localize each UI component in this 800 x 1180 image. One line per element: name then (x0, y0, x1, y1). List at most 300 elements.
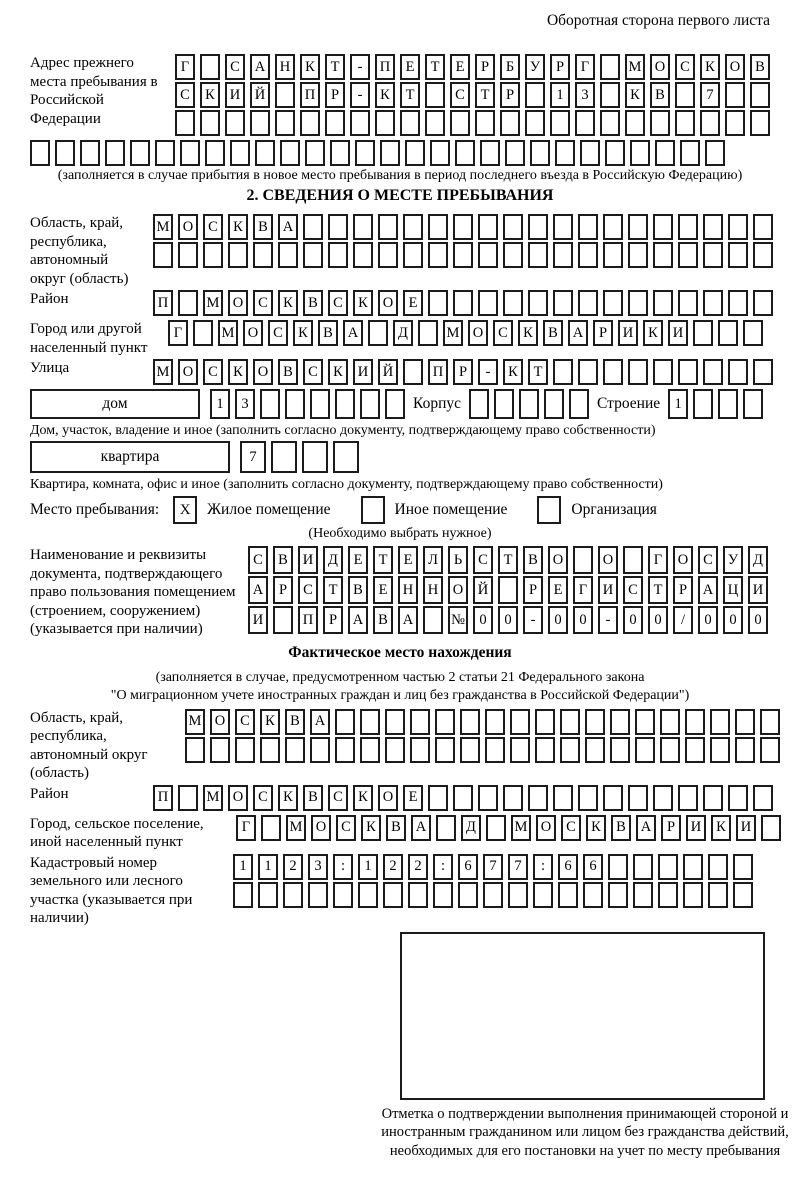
char-box[interactable]: Е (373, 576, 393, 604)
char-box[interactable] (285, 389, 305, 419)
char-box[interactable]: К (586, 815, 606, 841)
char-box[interactable]: В (348, 576, 368, 604)
char-box[interactable]: П (300, 82, 320, 108)
char-box[interactable] (228, 242, 248, 268)
char-box[interactable]: Р (453, 359, 473, 385)
char-box[interactable] (180, 140, 200, 166)
char-box[interactable] (660, 737, 680, 763)
char-box[interactable]: П (428, 359, 448, 385)
char-box[interactable] (703, 785, 723, 811)
char-box[interactable]: К (278, 785, 298, 811)
char-box[interactable] (623, 546, 643, 574)
char-box[interactable] (485, 737, 505, 763)
char-box[interactable]: 0 (623, 606, 643, 634)
char-box[interactable] (603, 290, 623, 316)
char-box[interactable]: С (328, 785, 348, 811)
char-box[interactable] (330, 140, 350, 166)
char-box[interactable] (510, 737, 530, 763)
char-box[interactable]: У (723, 546, 743, 574)
char-box[interactable] (425, 110, 445, 136)
char-box[interactable] (678, 359, 698, 385)
char-box[interactable] (753, 242, 773, 268)
char-box[interactable]: К (503, 359, 523, 385)
char-box[interactable] (505, 140, 525, 166)
char-box[interactable] (271, 441, 297, 473)
char-box[interactable]: Е (548, 576, 568, 604)
char-box[interactable] (503, 214, 523, 240)
char-box[interactable]: 1 (210, 389, 230, 419)
char-box[interactable]: Т (400, 82, 420, 108)
char-box[interactable]: О (673, 546, 693, 574)
char-box[interactable] (693, 389, 713, 419)
char-box[interactable] (235, 737, 255, 763)
char-box[interactable] (285, 737, 305, 763)
char-box[interactable] (728, 359, 748, 385)
char-box[interactable] (428, 290, 448, 316)
char-box[interactable]: К (711, 815, 731, 841)
char-box[interactable]: М (153, 214, 173, 240)
char-box[interactable]: О (598, 546, 618, 574)
char-box[interactable]: 6 (458, 854, 478, 880)
char-box[interactable]: Н (398, 576, 418, 604)
char-box[interactable]: 1 (550, 82, 570, 108)
actual-region-line1[interactable] (185, 709, 780, 735)
char-box[interactable] (683, 854, 703, 880)
char-box[interactable] (600, 82, 620, 108)
char-box[interactable] (494, 389, 514, 419)
char-box[interactable]: К (643, 320, 663, 346)
char-box[interactable]: 6 (583, 854, 603, 880)
char-box[interactable] (555, 140, 575, 166)
usage-document-line3[interactable] (248, 606, 768, 634)
char-box[interactable]: В (373, 606, 393, 634)
char-box[interactable] (658, 854, 678, 880)
char-box[interactable]: П (153, 785, 173, 811)
char-box[interactable] (680, 140, 700, 166)
char-box[interactable] (408, 882, 428, 908)
char-box[interactable] (660, 709, 680, 735)
char-box[interactable] (308, 882, 328, 908)
char-box[interactable] (303, 242, 323, 268)
char-box[interactable]: О (228, 290, 248, 316)
char-box[interactable]: 7 (483, 854, 503, 880)
char-box[interactable] (553, 359, 573, 385)
char-box[interactable] (475, 110, 495, 136)
char-box[interactable]: К (328, 359, 348, 385)
char-box[interactable] (428, 242, 448, 268)
char-box[interactable] (178, 785, 198, 811)
char-box[interactable]: В (611, 815, 631, 841)
char-box[interactable]: С (235, 709, 255, 735)
char-box[interactable]: Р (550, 54, 570, 80)
char-box[interactable] (728, 785, 748, 811)
char-box[interactable]: В (523, 546, 543, 574)
char-box[interactable]: В (253, 214, 273, 240)
prev-address-line2[interactable] (175, 82, 770, 108)
char-box[interactable]: С (623, 576, 643, 604)
char-box[interactable] (528, 785, 548, 811)
char-box[interactable]: Р (273, 576, 293, 604)
char-box[interactable] (403, 359, 423, 385)
char-box[interactable]: Г (573, 576, 593, 604)
char-box[interactable] (700, 110, 720, 136)
char-box[interactable] (560, 709, 580, 735)
char-box[interactable]: А (568, 320, 588, 346)
cadastre-line1[interactable] (233, 854, 753, 880)
char-box[interactable]: О (468, 320, 488, 346)
char-box[interactable]: Г (236, 815, 256, 841)
char-box[interactable] (553, 214, 573, 240)
char-box[interactable] (650, 110, 670, 136)
char-box[interactable] (710, 709, 730, 735)
char-box[interactable] (203, 242, 223, 268)
char-box[interactable] (760, 709, 780, 735)
char-box[interactable]: Е (450, 54, 470, 80)
char-box[interactable]: 0 (698, 606, 718, 634)
char-box[interactable]: С (336, 815, 356, 841)
char-box[interactable] (578, 242, 598, 268)
char-box[interactable] (385, 709, 405, 735)
checkbox-inoe-pomeshchenie[interactable] (361, 496, 385, 524)
char-box[interactable]: О (210, 709, 230, 735)
char-box[interactable] (428, 785, 448, 811)
char-box[interactable]: Т (498, 546, 518, 574)
char-box[interactable] (753, 214, 773, 240)
char-box[interactable] (628, 214, 648, 240)
char-box[interactable] (693, 320, 713, 346)
char-box[interactable]: / (673, 606, 693, 634)
char-box[interactable]: Р (475, 54, 495, 80)
char-box[interactable] (328, 242, 348, 268)
char-box[interactable] (525, 82, 545, 108)
char-box[interactable] (761, 815, 781, 841)
char-box[interactable] (485, 709, 505, 735)
usage-document-line1[interactable] (248, 546, 768, 574)
char-box[interactable]: Н (423, 576, 443, 604)
char-box[interactable] (750, 82, 770, 108)
char-box[interactable]: М (286, 815, 306, 841)
char-box[interactable]: С (561, 815, 581, 841)
char-box[interactable] (185, 737, 205, 763)
char-box[interactable] (605, 140, 625, 166)
char-box[interactable]: В (303, 785, 323, 811)
char-box[interactable]: 2 (408, 854, 428, 880)
char-box[interactable] (478, 785, 498, 811)
char-box[interactable]: 0 (473, 606, 493, 634)
char-box[interactable]: И (248, 606, 268, 634)
char-box[interactable] (705, 140, 725, 166)
char-box[interactable]: 2 (283, 854, 303, 880)
char-box[interactable] (335, 709, 355, 735)
char-box[interactable] (305, 140, 325, 166)
char-box[interactable]: А (411, 815, 431, 841)
char-box[interactable] (55, 140, 75, 166)
char-box[interactable] (360, 389, 380, 419)
char-box[interactable] (225, 110, 245, 136)
char-box[interactable] (453, 242, 473, 268)
char-box[interactable] (583, 882, 603, 908)
char-box[interactable] (360, 737, 380, 763)
char-box[interactable]: : (433, 854, 453, 880)
char-box[interactable] (578, 214, 598, 240)
char-box[interactable]: Е (348, 546, 368, 574)
char-box[interactable] (258, 882, 278, 908)
char-box[interactable]: О (178, 359, 198, 385)
char-box[interactable] (635, 709, 655, 735)
char-box[interactable]: О (378, 290, 398, 316)
char-box[interactable] (210, 737, 230, 763)
char-box[interactable] (435, 709, 455, 735)
char-box[interactable]: М (218, 320, 238, 346)
char-box[interactable]: И (353, 359, 373, 385)
char-box[interactable] (410, 709, 430, 735)
char-box[interactable]: Т (373, 546, 393, 574)
char-box[interactable]: О (548, 546, 568, 574)
char-box[interactable] (710, 737, 730, 763)
char-box[interactable]: : (533, 854, 553, 880)
char-box[interactable] (708, 882, 728, 908)
char-box[interactable]: Р (325, 82, 345, 108)
char-box[interactable] (383, 882, 403, 908)
char-box[interactable] (355, 140, 375, 166)
char-box[interactable]: М (203, 785, 223, 811)
char-box[interactable] (105, 140, 125, 166)
char-box[interactable]: М (203, 290, 223, 316)
char-box[interactable]: А (278, 214, 298, 240)
char-box[interactable] (30, 140, 50, 166)
char-box[interactable]: Р (523, 576, 543, 604)
char-box[interactable]: № (448, 606, 468, 634)
char-box[interactable]: О (650, 54, 670, 80)
char-box[interactable]: Р (323, 606, 343, 634)
char-box[interactable] (753, 290, 773, 316)
char-box[interactable] (455, 140, 475, 166)
street-line[interactable] (153, 359, 773, 385)
char-box[interactable]: А (310, 709, 330, 735)
char-box[interactable]: А (343, 320, 363, 346)
char-box[interactable] (335, 737, 355, 763)
char-box[interactable] (743, 389, 763, 419)
prev-address-line4[interactable] (30, 140, 770, 166)
char-box[interactable] (703, 290, 723, 316)
char-box[interactable] (675, 82, 695, 108)
char-box[interactable] (653, 242, 673, 268)
char-box[interactable]: - (350, 54, 370, 80)
char-box[interactable] (530, 140, 550, 166)
char-box[interactable]: А (636, 815, 656, 841)
char-box[interactable] (486, 815, 506, 841)
char-box[interactable] (703, 242, 723, 268)
char-box[interactable] (80, 140, 100, 166)
char-box[interactable] (733, 854, 753, 880)
char-box[interactable]: 0 (548, 606, 568, 634)
char-box[interactable]: К (228, 214, 248, 240)
char-box[interactable] (575, 110, 595, 136)
char-box[interactable] (525, 110, 545, 136)
char-box[interactable]: С (248, 546, 268, 574)
char-box[interactable] (735, 737, 755, 763)
char-box[interactable]: Р (593, 320, 613, 346)
char-box[interactable] (453, 290, 473, 316)
char-box[interactable] (718, 320, 738, 346)
char-box[interactable]: С (675, 54, 695, 80)
char-box[interactable]: С (203, 359, 223, 385)
char-box[interactable] (458, 882, 478, 908)
char-box[interactable] (275, 82, 295, 108)
char-box[interactable]: Д (461, 815, 481, 841)
char-box[interactable] (760, 737, 780, 763)
char-box[interactable] (578, 290, 598, 316)
char-box[interactable] (233, 882, 253, 908)
char-box[interactable]: С (203, 214, 223, 240)
char-box[interactable] (178, 242, 198, 268)
cadastre-line2[interactable] (233, 882, 753, 908)
char-box[interactable] (400, 110, 420, 136)
char-box[interactable] (610, 737, 630, 763)
char-box[interactable] (600, 110, 620, 136)
char-box[interactable]: К (300, 54, 320, 80)
actual-region-line2[interactable] (185, 737, 780, 763)
char-box[interactable] (403, 214, 423, 240)
char-box[interactable] (753, 359, 773, 385)
char-box[interactable] (725, 110, 745, 136)
char-box[interactable] (675, 110, 695, 136)
char-box[interactable] (603, 242, 623, 268)
char-box[interactable]: О (378, 785, 398, 811)
char-box[interactable]: 1 (258, 854, 278, 880)
char-box[interactable] (635, 737, 655, 763)
char-box[interactable] (553, 242, 573, 268)
char-box[interactable] (250, 110, 270, 136)
char-box[interactable] (193, 320, 213, 346)
char-box[interactable] (453, 785, 473, 811)
char-box[interactable] (360, 709, 380, 735)
char-box[interactable] (708, 854, 728, 880)
char-box[interactable] (368, 320, 388, 346)
char-box[interactable] (603, 359, 623, 385)
char-box[interactable] (743, 320, 763, 346)
char-box[interactable]: К (278, 290, 298, 316)
char-box[interactable] (200, 110, 220, 136)
char-box[interactable]: Ц (723, 576, 743, 604)
char-box[interactable]: У (525, 54, 545, 80)
char-box[interactable] (433, 882, 453, 908)
char-box[interactable] (503, 290, 523, 316)
char-box[interactable] (353, 214, 373, 240)
char-box[interactable] (728, 214, 748, 240)
char-box[interactable] (230, 140, 250, 166)
char-box[interactable] (728, 242, 748, 268)
char-box[interactable] (600, 54, 620, 80)
char-box[interactable] (510, 709, 530, 735)
char-box[interactable] (678, 242, 698, 268)
char-box[interactable] (453, 214, 473, 240)
char-box[interactable] (350, 110, 370, 136)
char-box[interactable] (528, 214, 548, 240)
region-line2[interactable] (153, 242, 773, 268)
char-box[interactable] (735, 709, 755, 735)
char-box[interactable] (528, 290, 548, 316)
char-box[interactable] (503, 242, 523, 268)
char-box[interactable] (569, 389, 589, 419)
char-box[interactable] (450, 110, 470, 136)
char-box[interactable]: И (298, 546, 318, 574)
char-box[interactable]: П (375, 54, 395, 80)
char-box[interactable] (478, 290, 498, 316)
char-box[interactable] (410, 737, 430, 763)
char-box[interactable] (375, 110, 395, 136)
char-box[interactable]: К (200, 82, 220, 108)
char-box[interactable] (483, 882, 503, 908)
char-box[interactable] (200, 54, 220, 80)
char-box[interactable]: М (153, 359, 173, 385)
char-box[interactable]: А (398, 606, 418, 634)
char-box[interactable]: А (248, 576, 268, 604)
apartment-number-boxes[interactable] (240, 441, 359, 473)
house-type-box[interactable]: дом (30, 389, 200, 419)
char-box[interactable]: М (625, 54, 645, 80)
char-box[interactable]: 1 (668, 389, 688, 419)
char-box[interactable] (403, 242, 423, 268)
char-box[interactable] (310, 737, 330, 763)
char-box[interactable] (553, 290, 573, 316)
char-box[interactable]: Д (393, 320, 413, 346)
char-box[interactable] (353, 242, 373, 268)
char-box[interactable]: - (350, 82, 370, 108)
char-box[interactable]: И (225, 82, 245, 108)
char-box[interactable] (500, 110, 520, 136)
char-box[interactable]: С (698, 546, 718, 574)
char-box[interactable] (585, 709, 605, 735)
char-box[interactable]: В (303, 290, 323, 316)
char-box[interactable]: 3 (575, 82, 595, 108)
char-box[interactable] (535, 709, 555, 735)
char-box[interactable] (603, 785, 623, 811)
char-box[interactable] (261, 815, 281, 841)
char-box[interactable]: 0 (648, 606, 668, 634)
char-box[interactable] (425, 82, 445, 108)
char-box[interactable] (155, 140, 175, 166)
char-box[interactable] (558, 882, 578, 908)
char-box[interactable]: - (478, 359, 498, 385)
char-box[interactable] (608, 882, 628, 908)
char-box[interactable] (533, 882, 553, 908)
char-box[interactable]: - (523, 606, 543, 634)
char-box[interactable] (418, 320, 438, 346)
char-box[interactable]: И (668, 320, 688, 346)
char-box[interactable]: Ь (448, 546, 468, 574)
char-box[interactable] (378, 214, 398, 240)
char-box[interactable]: В (386, 815, 406, 841)
char-box[interactable]: 7 (700, 82, 720, 108)
char-box[interactable]: О (536, 815, 556, 841)
char-box[interactable]: О (228, 785, 248, 811)
char-box[interactable]: И (618, 320, 638, 346)
char-box[interactable]: : (333, 854, 353, 880)
house-number-boxes[interactable] (210, 389, 405, 419)
char-box[interactable]: С (493, 320, 513, 346)
char-box[interactable] (380, 140, 400, 166)
char-box[interactable]: Е (400, 54, 420, 80)
char-box[interactable] (578, 785, 598, 811)
char-box[interactable]: К (353, 290, 373, 316)
checkbox-organizatsiya[interactable] (537, 496, 561, 524)
char-box[interactable] (260, 737, 280, 763)
char-box[interactable]: Р (500, 82, 520, 108)
char-box[interactable]: К (375, 82, 395, 108)
char-box[interactable] (283, 882, 303, 908)
char-box[interactable] (430, 140, 450, 166)
